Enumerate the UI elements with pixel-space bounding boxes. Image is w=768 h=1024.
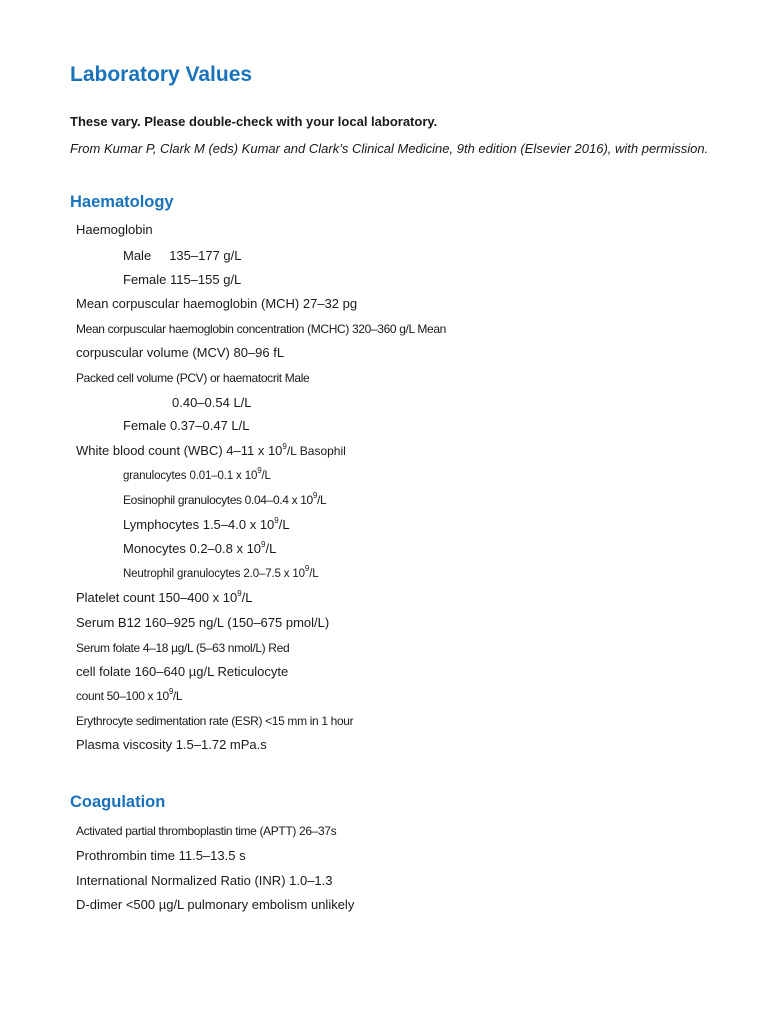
monocytes-row [123,541,276,557]
reticulocyte-exponent: 9 [168,687,173,696]
haemoglobin-male-row [123,248,241,264]
monocytes-exponent: 9 [261,539,266,549]
mchc-row: Mean corpuscular haemoglobin concentration (MCHC) 320–360 g/L Mean [76,322,447,336]
monocytes-text: Monocytes 0.2–0.8 x 10 [123,541,262,556]
basophil-text: granulocytes 0.01–0.1 x 10 [123,470,258,482]
reticulocyte-unit: /L [172,689,183,703]
male-label: Male [123,248,152,263]
basophil-exponent: 9 [257,466,262,476]
pcv-male-row: 0.40–0.54 L/L [172,395,252,410]
eosinophil-exponent: 9 [312,491,317,500]
haematology-heading: Haematology [70,193,174,211]
page-title: Laboratory Values [70,63,253,86]
lymphocytes-exponent: 9 [274,515,279,525]
neutrophil-exponent: 9 [304,564,310,574]
platelet-row [76,590,252,606]
wbc-exponent: 9 [282,441,287,451]
neutrophil-text: Neutrophil granulocytes 2.0–7.5 x 10 [123,568,305,580]
wbc-unit: /L Basophil [286,444,346,458]
eosinophil-text: Eosinophil granulocytes 0.04–0.4 x 10 [123,493,313,507]
lymphocytes-text: Lymphocytes 1.5–4.0 x 10 [123,517,275,532]
basophil-unit: /L [261,470,271,482]
reticulocyte-text: count 50–100 x 10 [76,689,169,703]
basophil-row [123,468,271,484]
monocytes-unit: /L [265,541,277,556]
source-citation: From Kumar P, Clark M (eds) Kumar and Clark’s Clinical Medicine, 9th edition (Elsevier 2016), with permission. [70,141,709,156]
reticulocyte-row [76,688,182,704]
esr-row: Erythrocyte sedimentation rate (ESR) <15 mm in 1 hour [76,714,354,728]
haemoglobin-female-row: Female 115–155 g/L [123,272,242,287]
mcv-row: corpuscular volume (MCV) 80–96 fL [76,345,285,360]
mch-row: Mean corpuscular haemoglobin (MCH) 27–32 pg [76,296,358,311]
lymphocytes-unit: /L [278,517,290,532]
platelet-exponent: 9 [237,588,242,598]
lymphocytes-row [123,517,290,533]
coagulation-heading: Coagulation [70,793,166,811]
male-value: 135–177 g/L [169,248,242,263]
pcv-row: Packed cell volume (PCV) or haematocrit Male [76,371,310,385]
b12-row: Serum B12 160–925 ng/L (150–675 pmol/L) [76,615,330,630]
red-cell-folate-row: cell folate 160–640 µg/L Reticulocyte [76,664,289,679]
eosinophil-row [123,492,326,508]
neutrophil-row [123,566,319,582]
haemoglobin-label: Haemoglobin [76,222,153,237]
neutrophil-unit: /L [309,568,319,580]
aptt-row: Activated partial thromboplastin time (APTT) 26–37s [76,824,337,838]
prothrombin-row: Prothrombin time 11.5–13.5 s [76,848,246,863]
wbc-text: White blood count (WBC) 4–11 x 10 [76,443,283,458]
eosinophil-unit: /L [316,493,327,507]
lab-disclaimer: These vary. Please double-check with your local laboratory. [70,114,438,129]
viscosity-row: Plasma viscosity 1.5–1.72 mPa.s [76,737,267,752]
inr-row: International Normalized Ratio (INR) 1.0–1.3 [76,873,333,888]
wbc-row [76,443,346,459]
serum-folate-row: Serum folate 4–18 µg/L (5–63 nmol/L) Red [76,641,290,655]
platelet-unit: /L [241,590,253,605]
platelet-text: Platelet count 150–400 x 10 [76,590,238,605]
ddimer-row: D-dimer <500 µg/L pulmonary embolism unlikely [76,897,355,912]
pcv-female-row: Female 0.37–0.47 L/L [123,418,250,433]
